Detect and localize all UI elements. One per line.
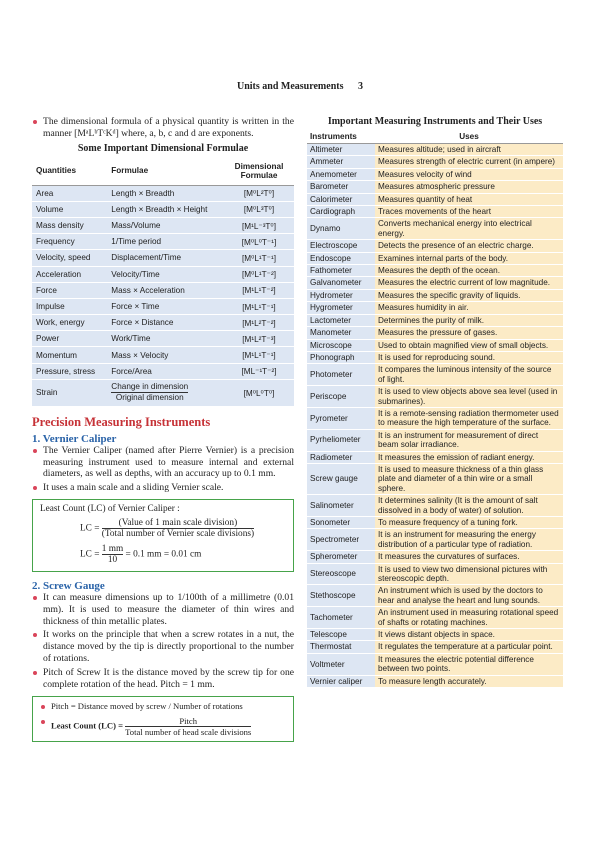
dim-table-row bbox=[32, 217, 294, 233]
precision-title: Precision Measuring Instruments bbox=[32, 414, 211, 429]
instrument-use: Measures humidity in air. bbox=[375, 302, 563, 314]
dim-table-row bbox=[32, 201, 294, 217]
instrument-use: It views distant objects in space. bbox=[375, 629, 563, 641]
instrument-use: It is a remote-sensing radiation thermometer used to measure the high temperature of the surface. bbox=[375, 407, 563, 429]
dim-table-row bbox=[32, 379, 294, 406]
dim-table-row bbox=[32, 315, 294, 331]
instruments-body bbox=[307, 144, 563, 688]
instrument-row bbox=[307, 206, 563, 218]
lc-numerator: (Value of 1 main scale division) bbox=[102, 518, 254, 529]
dim-quantity: Pressure, stress bbox=[32, 363, 107, 379]
instrument-row bbox=[307, 585, 563, 607]
dim-table-row bbox=[32, 250, 294, 266]
instrument-row bbox=[307, 563, 563, 585]
instrument-name: Electroscope bbox=[307, 240, 375, 252]
instrument-name: Phonograph bbox=[307, 351, 375, 363]
dim-formula: Displacement/Time bbox=[107, 250, 224, 266]
instrument-name: Thermostat bbox=[307, 641, 375, 653]
instrument-row bbox=[307, 252, 563, 264]
instrument-use: Examines internal parts of the body. bbox=[375, 252, 563, 264]
instrument-use: It is an instrument for measuring the energy distribution of a particular type of radiation. bbox=[375, 529, 563, 551]
instrument-row bbox=[307, 218, 563, 240]
instrument-name: Spherometer bbox=[307, 551, 375, 563]
instrument-row bbox=[307, 327, 563, 339]
screw-lc-formula bbox=[40, 716, 286, 737]
instrument-row bbox=[307, 277, 563, 289]
vernier-bullet-2: It uses a main scale and a sliding Vernier scale. bbox=[32, 482, 294, 494]
instrument-row bbox=[307, 240, 563, 252]
instrument-use: To measure length accurately. bbox=[375, 675, 563, 687]
instrument-name: Salinometer bbox=[307, 495, 375, 517]
instrument-name: Sonometer bbox=[307, 517, 375, 529]
dim-quantity: Work, energy bbox=[32, 315, 107, 331]
instrument-row bbox=[307, 429, 563, 451]
lc2-numerator: 1 mm bbox=[101, 544, 124, 555]
dim-formula: Mass/Volume bbox=[107, 217, 224, 233]
dim-dimension: [M¹L²T⁻²] bbox=[224, 315, 294, 331]
instrument-use: Measures altitude; used in aircraft bbox=[375, 144, 563, 156]
instruments-table bbox=[307, 130, 563, 688]
screw-lc-label: Least Count (LC) = bbox=[51, 720, 123, 731]
instrument-use: Used to obtain magnified view of small objects. bbox=[375, 339, 563, 351]
instrument-row bbox=[307, 193, 563, 205]
dim-table-header bbox=[32, 157, 294, 186]
dim-dimension: [M¹L¹T⁻¹] bbox=[224, 298, 294, 314]
dim-dimension: [M⁰L¹T⁻²] bbox=[224, 266, 294, 282]
lc2-denominator: 10 bbox=[107, 555, 118, 566]
instrument-row bbox=[307, 641, 563, 653]
dim-quantity: Frequency bbox=[32, 234, 107, 250]
strain-fraction bbox=[111, 382, 188, 403]
screw-bullet-1: It can measure dimensions up to 1/100th of a millimetre (0.01 mm). It is used to measure the diameter of thin wires and thickness of thin metallic plates. bbox=[32, 592, 294, 627]
instrument-use: Converts mechanical energy into electrical energy. bbox=[375, 218, 563, 240]
instrument-row bbox=[307, 653, 563, 675]
screw-bullet-2: It works on the principle that when a screw rotates in a nut, the distance moved by the tip is directly proportional to the number of rotations. bbox=[32, 629, 294, 664]
dim-quantity: Acceleration bbox=[32, 266, 107, 282]
instrument-name: Galvanometer bbox=[307, 277, 375, 289]
instrument-row bbox=[307, 629, 563, 641]
instrument-row bbox=[307, 351, 563, 363]
dim-formula: Mass × Acceleration bbox=[107, 282, 224, 298]
instrument-use: Measures velocity of wind bbox=[375, 168, 563, 180]
dim-dimension: [M¹L¹T⁻¹] bbox=[224, 347, 294, 363]
dim-table-row bbox=[32, 298, 294, 314]
intro-text: The dimensional formula of a physical quantity is written in the manner [MᵃLᵇTᶜKᵈ] where, a, b, c and d are exponents. bbox=[32, 116, 294, 140]
dim-dimension: [M¹L²T⁻³] bbox=[224, 331, 294, 347]
instrument-row bbox=[307, 386, 563, 408]
instrument-name: Dynamo bbox=[307, 218, 375, 240]
instruments-header-name: Instruments bbox=[307, 130, 375, 144]
dim-table-row bbox=[32, 331, 294, 347]
instruments-header-uses: Uses bbox=[375, 130, 563, 144]
dim-header-quantities: Quantities bbox=[32, 157, 107, 186]
instrument-use: It determines salinity (It is the amount of salt dissolved in a body of water) of solution. bbox=[375, 495, 563, 517]
screw-title: 2. Screw Gauge bbox=[32, 580, 105, 593]
instrument-name: Altimeter bbox=[307, 144, 375, 156]
dim-header-formulae: Formulae bbox=[107, 157, 224, 186]
instrument-name: Tachometer bbox=[307, 607, 375, 629]
lc-fraction-2 bbox=[102, 544, 123, 565]
instrument-row bbox=[307, 302, 563, 314]
instrument-row bbox=[307, 181, 563, 193]
lc-denominator: (Total number of Vernier scale divisions) bbox=[101, 529, 255, 540]
instrument-use: It measures the curvatures of surfaces. bbox=[375, 551, 563, 563]
dim-dimension: [ML⁻¹T⁻²] bbox=[224, 363, 294, 379]
dim-formula: Force/Area bbox=[107, 363, 224, 379]
dim-dimension: [M⁰L²T⁰] bbox=[224, 185, 294, 201]
instrument-name: Spectrometer bbox=[307, 529, 375, 551]
instrument-use: Measures the depth of the ocean. bbox=[375, 265, 563, 277]
instrument-row bbox=[307, 289, 563, 301]
instrument-use: Measures atmospheric pressure bbox=[375, 181, 563, 193]
instrument-use: It regulates the temperature at a particular point. bbox=[375, 641, 563, 653]
instrument-row bbox=[307, 551, 563, 563]
left-column bbox=[32, 116, 294, 742]
instrument-name: Photometer bbox=[307, 364, 375, 386]
screw-lc-fraction bbox=[125, 716, 251, 737]
instrument-name: Pyrheliometer bbox=[307, 429, 375, 451]
instrument-name: Fathometer bbox=[307, 265, 375, 277]
strain-denominator: Original dimension bbox=[115, 393, 184, 403]
lc-label: LC = bbox=[80, 523, 100, 534]
dim-table bbox=[32, 157, 294, 407]
dim-dimension: [M¹L¹T⁻²] bbox=[224, 282, 294, 298]
instrument-row bbox=[307, 156, 563, 168]
lc2-result: = 0.1 mm = 0.01 cm bbox=[125, 549, 202, 560]
instrument-name: Ammeter bbox=[307, 156, 375, 168]
page-number: 3 bbox=[357, 81, 363, 92]
dim-table-row bbox=[32, 363, 294, 379]
dim-quantity: Volume bbox=[32, 201, 107, 217]
vernier-title: 1. Vernier Caliper bbox=[32, 432, 117, 445]
screw-lc-numerator: Pitch bbox=[125, 716, 251, 727]
instrument-row bbox=[307, 517, 563, 529]
instrument-name: Lactometer bbox=[307, 314, 375, 326]
screw-bullet-3: Pitch of Screw It is the distance moved by the screw tip for one complete rotation of the head. Pitch = 1 mm. bbox=[32, 667, 294, 691]
instrument-name: Barometer bbox=[307, 181, 375, 193]
instrument-use: Detects the presence of an electric charge. bbox=[375, 240, 563, 252]
instrument-name: Stethoscope bbox=[307, 585, 375, 607]
dim-table-row bbox=[32, 234, 294, 250]
instrument-use: It compares the luminous intensity of the source of light. bbox=[375, 364, 563, 386]
pitch-formula: Pitch = Distance moved by screw / Number of rotations bbox=[40, 701, 286, 713]
instrument-use: Measures quantity of heat bbox=[375, 193, 563, 205]
instrument-row bbox=[307, 675, 563, 687]
dim-dimension: [M⁰L⁰T⁻¹] bbox=[224, 234, 294, 250]
instrument-use: Measures strength of electric current (in ampere) bbox=[375, 156, 563, 168]
screw-lc-denominator: Total number of head scale divisions bbox=[125, 727, 252, 738]
instrument-use: It is used to view objects above sea level (used in submarines). bbox=[375, 386, 563, 408]
instrument-row bbox=[307, 265, 563, 277]
dim-dimension: [M⁰L¹T⁻¹] bbox=[224, 250, 294, 266]
instrument-name: Pyrometer bbox=[307, 407, 375, 429]
dim-quantity: Momentum bbox=[32, 347, 107, 363]
instrument-row bbox=[307, 529, 563, 551]
right-column bbox=[307, 116, 563, 688]
instrument-name: Anemometer bbox=[307, 168, 375, 180]
instrument-name: Hygrometer bbox=[307, 302, 375, 314]
dim-header-dimensional: Dimensional Formulae bbox=[224, 157, 294, 186]
instrument-use: It is used to measure thickness of a thin glass plate and diameter of a thin wire or a small sphere. bbox=[375, 463, 563, 494]
instrument-row bbox=[307, 168, 563, 180]
instrument-use: It measures the emission of radiant energy. bbox=[375, 451, 563, 463]
dim-dimension: [M⁰L³T⁰] bbox=[224, 201, 294, 217]
instrument-use: An instrument used in measuring rotational speed of shafts or rotating machines. bbox=[375, 607, 563, 629]
dim-formula bbox=[107, 379, 224, 406]
instrument-use: Determines the purity of milk. bbox=[375, 314, 563, 326]
dim-formula: Mass × Velocity bbox=[107, 347, 224, 363]
lc-label-2: LC = bbox=[80, 549, 100, 560]
dim-quantity: Force bbox=[32, 282, 107, 298]
instrument-row bbox=[307, 407, 563, 429]
instrument-row bbox=[307, 339, 563, 351]
strain-numerator: Change in dimension bbox=[111, 382, 189, 392]
instrument-use: Measures the specific gravity of liquids. bbox=[375, 289, 563, 301]
instrument-name: Hydrometer bbox=[307, 289, 375, 301]
dim-quantity: Strain bbox=[32, 379, 107, 406]
instrument-name: Calorimeter bbox=[307, 193, 375, 205]
dim-table-body bbox=[32, 185, 294, 406]
vernier-bullet-1: The Vernier Caliper (named after Pierre Vernier) is a precision measuring instrument used to measure internal and external diameters, as well as depths, with an accuracy up to 0.1 mm. bbox=[32, 445, 294, 480]
dim-dimension: [M⁰L⁰T⁰] bbox=[224, 379, 294, 406]
instrument-row bbox=[307, 314, 563, 326]
dim-quantity: Mass density bbox=[32, 217, 107, 233]
dim-table-row bbox=[32, 185, 294, 201]
instrument-row bbox=[307, 607, 563, 629]
instrument-row bbox=[307, 451, 563, 463]
chapter-title: Units and Measurements bbox=[237, 81, 344, 92]
instrument-use: Traces movements of the heart bbox=[375, 206, 563, 218]
dim-table-row bbox=[32, 347, 294, 363]
dim-quantity: Impulse bbox=[32, 298, 107, 314]
screw-formula-box bbox=[32, 696, 294, 742]
instrument-use: It is used for reproducing sound. bbox=[375, 351, 563, 363]
instrument-name: Telescope bbox=[307, 629, 375, 641]
dim-quantity: Power bbox=[32, 331, 107, 347]
dim-formula: Force × Distance bbox=[107, 315, 224, 331]
instrument-use: An instrument which is used by the doctors to hear and analyse the heart and lung sounds. bbox=[375, 585, 563, 607]
dim-table-title: Some Important Dimensional Formulae bbox=[77, 142, 249, 154]
dim-table-row bbox=[32, 282, 294, 298]
instrument-use: Measures the electric current of low magnitude. bbox=[375, 277, 563, 289]
instrument-name: Periscope bbox=[307, 386, 375, 408]
instrument-name: Manometer bbox=[307, 327, 375, 339]
instrument-row bbox=[307, 495, 563, 517]
dim-formula: Velocity/Time bbox=[107, 266, 224, 282]
lc-formula-1 bbox=[80, 518, 286, 539]
instrument-name: Stereoscope bbox=[307, 563, 375, 585]
dim-formula: Length × Breadth bbox=[107, 185, 224, 201]
instrument-name: Voltmeter bbox=[307, 653, 375, 675]
dim-formula: Force × Time bbox=[107, 298, 224, 314]
instrument-name: Microscope bbox=[307, 339, 375, 351]
instrument-row bbox=[307, 364, 563, 386]
dim-formula: Length × Breadth × Height bbox=[107, 201, 224, 217]
dim-formula: 1/Time period bbox=[107, 234, 224, 250]
instrument-use: It is used to view two dimensional pictures with stereoscopic depth. bbox=[375, 563, 563, 585]
instrument-use: It measures the electric potential difference between two points. bbox=[375, 653, 563, 675]
dim-quantity: Velocity, speed bbox=[32, 250, 107, 266]
dim-quantity: Area bbox=[32, 185, 107, 201]
instrument-use: Measures the pressure of gases. bbox=[375, 327, 563, 339]
dim-table-row bbox=[32, 266, 294, 282]
instrument-use: To measure frequency of a tuning fork. bbox=[375, 517, 563, 529]
instrument-row bbox=[307, 144, 563, 156]
instruments-header bbox=[307, 130, 563, 144]
instrument-row bbox=[307, 463, 563, 494]
lc-formula-2 bbox=[80, 544, 286, 565]
lc-fraction bbox=[102, 518, 254, 539]
instrument-name: Cardiograph bbox=[307, 206, 375, 218]
page-header bbox=[0, 81, 600, 92]
instruments-title: Important Measuring Instruments and Their Uses bbox=[327, 116, 543, 127]
instrument-name: Endoscope bbox=[307, 252, 375, 264]
dim-formula: Work/Time bbox=[107, 331, 224, 347]
instrument-name: Screw gauge bbox=[307, 463, 375, 494]
instrument-use: It is an instrument for measurement of direct beam solar irradiance. bbox=[375, 429, 563, 451]
least-count-title: Least Count (LC) of Vernier Caliper : bbox=[40, 504, 180, 515]
instrument-name: Radiometer bbox=[307, 451, 375, 463]
instrument-name: Vernier caliper bbox=[307, 675, 375, 687]
least-count-box bbox=[32, 499, 294, 572]
dim-dimension: [M¹L⁻³T⁰] bbox=[224, 217, 294, 233]
